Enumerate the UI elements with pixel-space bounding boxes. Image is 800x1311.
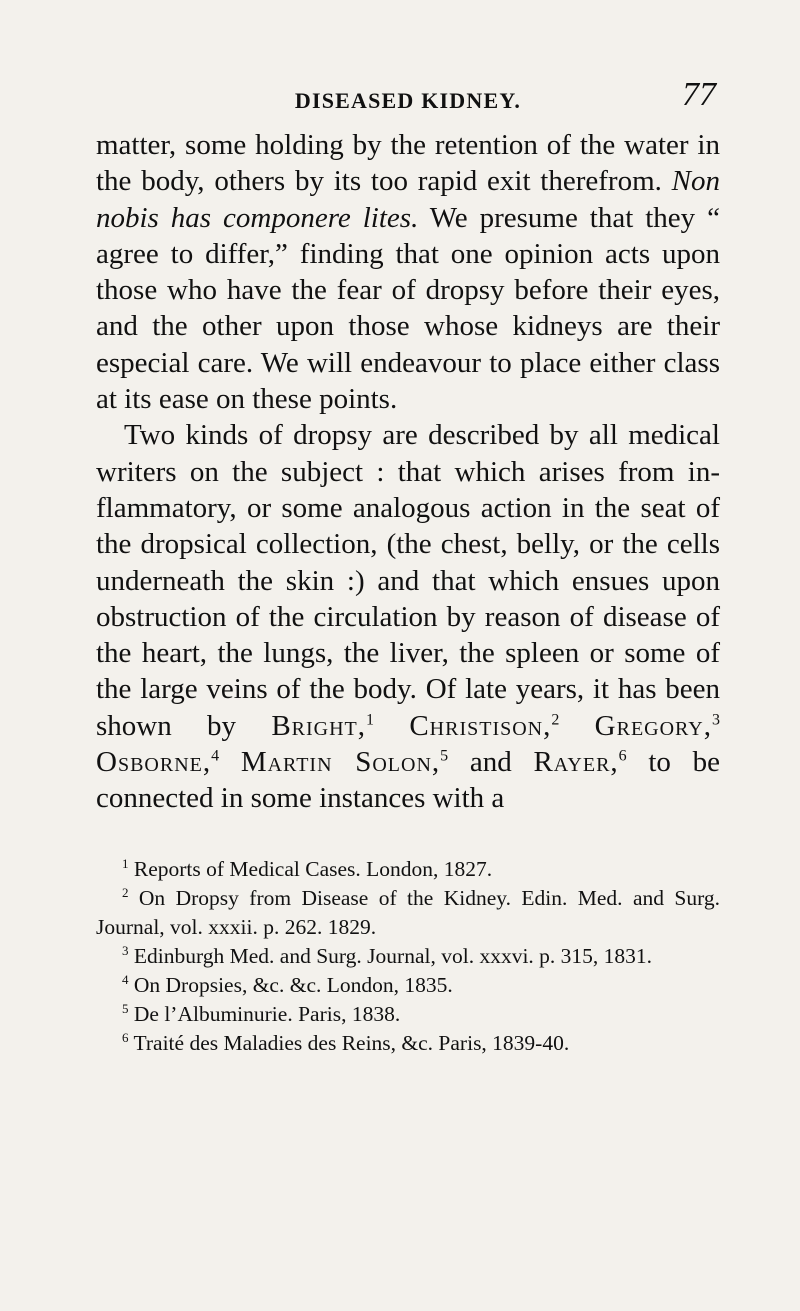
paragraph-2-text-b: to be connected in some instances with a xyxy=(96,746,721,815)
paragraph-2-text-a: Two kinds of dropsy are described by all medical writers on the subject : that which arises from inflammatory, or some analogous action in the seat of the dropsical collection, (the chest, belly, or the cells underneath the skin :) and that which ensues upon obstruction of the circulation by reason of disease of the heart, the lungs, the liver, the spleen or some of the large veins of the body. Of late years, it has been shown by xyxy=(96,419,720,742)
separator-5: and xyxy=(448,746,534,779)
footnote-mark: 4 xyxy=(122,971,129,987)
footnote-ref-3: 3 xyxy=(712,711,720,729)
footnote-1 xyxy=(96,855,720,884)
paragraph-2 xyxy=(96,417,720,816)
footnote-text: Traité des Maladies des Reins, &c. Paris, 1839-40. xyxy=(133,1030,570,1055)
main-text xyxy=(96,127,720,817)
separator-4 xyxy=(219,746,241,778)
footnote-ref-5: 5 xyxy=(440,747,449,765)
paragraph-1 xyxy=(96,127,720,417)
footnote-ref-4: 4 xyxy=(211,747,220,765)
footnote-2 xyxy=(96,884,720,942)
author-gregory: Gregory, xyxy=(594,709,712,742)
page-header xyxy=(96,76,720,122)
footnote-text: Reports of Medical Cases. London, 1827. xyxy=(133,856,493,881)
footnote-mark: 6 xyxy=(122,1029,129,1045)
page-number: 77 xyxy=(682,76,716,113)
book-page xyxy=(96,76,721,1058)
author-osborne: Osborne, xyxy=(96,746,212,779)
footnote-text: Edinburgh Med. and Surg. Journal, vol. xxxvi. p. 315, 1831. xyxy=(133,943,653,968)
footnote-3 xyxy=(96,942,720,971)
footnote-mark: 1 xyxy=(122,855,129,871)
latin-phrase: Non nobis has componere lites. xyxy=(96,165,720,234)
footnote-mark: 5 xyxy=(122,1000,129,1016)
author-bright: Bright, xyxy=(271,709,367,742)
separator-1 xyxy=(374,710,409,742)
footnote-mark: 3 xyxy=(122,942,129,958)
footnote-ref-6: 6 xyxy=(618,747,627,765)
footnote-ref-2: 2 xyxy=(551,711,560,729)
footnotes xyxy=(96,855,720,1058)
author-rayer: Rayer, xyxy=(533,746,619,779)
footnote-ref-1: 1 xyxy=(366,711,375,729)
separator-2 xyxy=(559,710,594,742)
footnote-5 xyxy=(96,1000,720,1029)
author-christison: Christison, xyxy=(409,709,552,742)
footnote-4 xyxy=(96,971,720,1000)
footnote-text: De l’Albuminurie. Paris, 1838. xyxy=(133,1001,401,1026)
footnote-mark: 2 xyxy=(122,884,129,900)
footnote-text: On Dropsy from Disease of the Kidney. Edin. Med. and Surg. Journal, vol. xxxii. p. 262. 1829. xyxy=(96,885,720,939)
paragraph-1-text-b: We presume that they “ agree to differ,” finding that one opinion acts upon those who have the fear of dropsy before their eyes, and the other upon those whose kidneys are their especial care. We will endeavour to place either class at its ease on these points. xyxy=(96,201,720,416)
running-title: DISEASED KIDNEY. xyxy=(294,88,522,113)
paragraph-1-text-a: matter, some holding by the retention of the water in the body, others by its too rapid exit therefrom. xyxy=(96,129,720,198)
footnote-text: On Dropsies, &c. &c. London, 1835. xyxy=(133,972,453,997)
footnote-6 xyxy=(96,1029,720,1058)
author-martin-solon: Martin Solon, xyxy=(240,746,441,779)
